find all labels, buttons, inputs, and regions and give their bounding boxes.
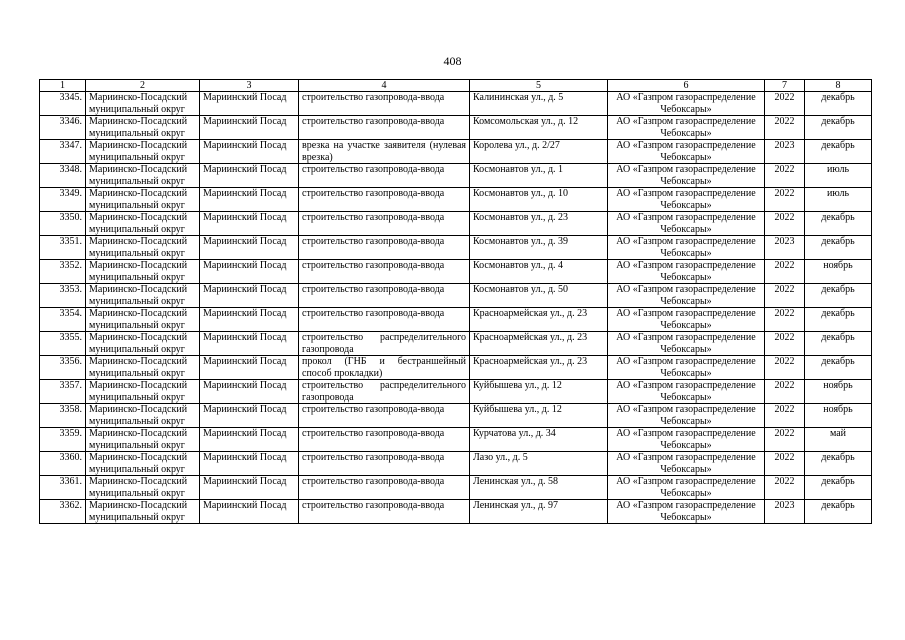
month-cell: декабрь <box>805 140 872 164</box>
organization-cell: АО «Газпром газораспределение Чебоксары» <box>608 212 765 236</box>
work-type-cell: строительство газопровода-ввода <box>299 188 470 212</box>
district-cell: Мариинско-Посадский муниципальный округ <box>86 164 200 188</box>
district-cell: Мариинско-Посадский муниципальный округ <box>86 140 200 164</box>
work-type-cell: врезка на участке заявителя (нулевая врезка) <box>299 140 470 164</box>
row-number-cell: 3357. <box>40 380 86 404</box>
column-header: 6 <box>608 80 765 92</box>
year-cell: 2022 <box>765 428 805 452</box>
address-cell: Ленинская ул., д. 97 <box>470 500 608 524</box>
settlement-cell: Мариинский Посад <box>200 476 299 500</box>
work-type-cell: строительство газопровода-ввода <box>299 428 470 452</box>
row-number-cell: 3349. <box>40 188 86 212</box>
district-cell: Мариинско-Посадский муниципальный округ <box>86 212 200 236</box>
settlement-cell: Мариинский Посад <box>200 284 299 308</box>
address-cell: Курчатова ул., д. 34 <box>470 428 608 452</box>
year-cell: 2023 <box>765 140 805 164</box>
settlement-cell: Мариинский Посад <box>200 380 299 404</box>
organization-cell: АО «Газпром газораспределение Чебоксары» <box>608 500 765 524</box>
address-cell: Калининская ул., д. 5 <box>470 92 608 116</box>
row-number-cell: 3355. <box>40 332 86 356</box>
organization-cell: АО «Газпром газораспределение Чебоксары» <box>608 404 765 428</box>
work-type-cell: строительство распределительного газопровода <box>299 380 470 404</box>
organization-cell: АО «Газпром газораспределение Чебоксары» <box>608 236 765 260</box>
table-row <box>40 212 872 236</box>
address-cell: Комсомольская ул., д. 12 <box>470 116 608 140</box>
settlement-cell: Мариинский Посад <box>200 500 299 524</box>
work-type-cell: строительство газопровода-ввода <box>299 92 470 116</box>
settlement-cell: Мариинский Посад <box>200 428 299 452</box>
column-header: 2 <box>86 80 200 92</box>
month-cell: декабрь <box>805 332 872 356</box>
column-header: 4 <box>299 80 470 92</box>
address-cell: Лазо ул., д. 5 <box>470 452 608 476</box>
row-number-cell: 3356. <box>40 356 86 380</box>
organization-cell: АО «Газпром газораспределение Чебоксары» <box>608 308 765 332</box>
work-type-cell: прокол (ГНБ и бестраншейный способ прокладки) <box>299 356 470 380</box>
work-type-cell: строительство газопровода-ввода <box>299 284 470 308</box>
month-cell: ноябрь <box>805 404 872 428</box>
organization-cell: АО «Газпром газораспределение Чебоксары» <box>608 476 765 500</box>
table-row <box>40 308 872 332</box>
table-row <box>40 116 872 140</box>
month-cell: декабрь <box>805 356 872 380</box>
district-cell: Мариинско-Посадский муниципальный округ <box>86 452 200 476</box>
address-cell: Красноармейская ул., д. 23 <box>470 308 608 332</box>
district-cell: Мариинско-Посадский муниципальный округ <box>86 92 200 116</box>
row-number-cell: 3352. <box>40 260 86 284</box>
organization-cell: АО «Газпром газораспределение Чебоксары» <box>608 260 765 284</box>
district-cell: Мариинско-Посадский муниципальный округ <box>86 284 200 308</box>
year-cell: 2022 <box>765 356 805 380</box>
month-cell: июль <box>805 188 872 212</box>
table-row <box>40 500 872 524</box>
district-cell: Мариинско-Посадский муниципальный округ <box>86 428 200 452</box>
district-cell: Мариинско-Посадский муниципальный округ <box>86 308 200 332</box>
row-number-cell: 3353. <box>40 284 86 308</box>
district-cell: Мариинско-Посадский муниципальный округ <box>86 476 200 500</box>
organization-cell: АО «Газпром газораспределение Чебоксары» <box>608 92 765 116</box>
year-cell: 2022 <box>765 260 805 284</box>
settlement-cell: Мариинский Посад <box>200 308 299 332</box>
column-header: 1 <box>40 80 86 92</box>
year-cell: 2022 <box>765 380 805 404</box>
row-number-cell: 3351. <box>40 236 86 260</box>
month-cell: декабрь <box>805 212 872 236</box>
year-cell: 2023 <box>765 500 805 524</box>
year-cell: 2023 <box>765 236 805 260</box>
work-type-cell: строительство газопровода-ввода <box>299 212 470 236</box>
address-cell: Космонавтов ул., д. 4 <box>470 260 608 284</box>
gas-pipeline-register-table <box>39 79 872 524</box>
organization-cell: АО «Газпром газораспределение Чебоксары» <box>608 140 765 164</box>
month-cell: ноябрь <box>805 380 872 404</box>
district-cell: Мариинско-Посадский муниципальный округ <box>86 188 200 212</box>
month-cell: декабрь <box>805 500 872 524</box>
month-cell: декабрь <box>805 308 872 332</box>
district-cell: Мариинско-Посадский муниципальный округ <box>86 356 200 380</box>
work-type-cell: строительство газопровода-ввода <box>299 476 470 500</box>
year-cell: 2022 <box>765 452 805 476</box>
settlement-cell: Мариинский Посад <box>200 260 299 284</box>
district-cell: Мариинско-Посадский муниципальный округ <box>86 260 200 284</box>
row-number-cell: 3346. <box>40 116 86 140</box>
organization-cell: АО «Газпром газораспределение Чебоксары» <box>608 380 765 404</box>
settlement-cell: Мариинский Посад <box>200 356 299 380</box>
settlement-cell: Мариинский Посад <box>200 332 299 356</box>
column-header: 5 <box>470 80 608 92</box>
organization-cell: АО «Газпром газораспределение Чебоксары» <box>608 116 765 140</box>
year-cell: 2022 <box>765 308 805 332</box>
column-header: 3 <box>200 80 299 92</box>
year-cell: 2022 <box>765 164 805 188</box>
address-cell: Ленинская ул., д. 58 <box>470 476 608 500</box>
table-row <box>40 236 872 260</box>
month-cell: декабрь <box>805 476 872 500</box>
settlement-cell: Мариинский Посад <box>200 92 299 116</box>
address-cell: Космонавтов ул., д. 10 <box>470 188 608 212</box>
table-row <box>40 284 872 308</box>
settlement-cell: Мариинский Посад <box>200 116 299 140</box>
year-cell: 2022 <box>765 284 805 308</box>
month-cell: ноябрь <box>805 260 872 284</box>
settlement-cell: Мариинский Посад <box>200 164 299 188</box>
settlement-cell: Мариинский Посад <box>200 236 299 260</box>
month-cell: декабрь <box>805 116 872 140</box>
organization-cell: АО «Газпром газораспределение Чебоксары» <box>608 452 765 476</box>
district-cell: Мариинско-Посадский муниципальный округ <box>86 116 200 140</box>
organization-cell: АО «Газпром газораспределение Чебоксары» <box>608 284 765 308</box>
work-type-cell: строительство газопровода-ввода <box>299 308 470 332</box>
month-cell: июль <box>805 164 872 188</box>
settlement-cell: Мариинский Посад <box>200 212 299 236</box>
year-cell: 2022 <box>765 212 805 236</box>
column-number-row <box>40 80 872 92</box>
table-row <box>40 140 872 164</box>
work-type-cell: строительство газопровода-ввода <box>299 500 470 524</box>
table-row <box>40 452 872 476</box>
month-cell: декабрь <box>805 452 872 476</box>
row-number-cell: 3348. <box>40 164 86 188</box>
month-cell: декабрь <box>805 284 872 308</box>
table-row <box>40 260 872 284</box>
table-row <box>40 164 872 188</box>
table-row <box>40 380 872 404</box>
month-cell: декабрь <box>805 236 872 260</box>
district-cell: Мариинско-Посадский муниципальный округ <box>86 404 200 428</box>
year-cell: 2022 <box>765 476 805 500</box>
table-body <box>40 92 872 524</box>
work-type-cell: строительство газопровода-ввода <box>299 164 470 188</box>
table-row <box>40 356 872 380</box>
district-cell: Мариинско-Посадский муниципальный округ <box>86 236 200 260</box>
row-number-cell: 3362. <box>40 500 86 524</box>
row-number-cell: 3345. <box>40 92 86 116</box>
table-row <box>40 404 872 428</box>
row-number-cell: 3347. <box>40 140 86 164</box>
year-cell: 2022 <box>765 92 805 116</box>
settlement-cell: Мариинский Посад <box>200 452 299 476</box>
page-number: 408 <box>443 54 462 68</box>
table-row <box>40 428 872 452</box>
year-cell: 2022 <box>765 188 805 212</box>
work-type-cell: строительство газопровода-ввода <box>299 404 470 428</box>
month-cell: декабрь <box>805 92 872 116</box>
year-cell: 2022 <box>765 404 805 428</box>
work-type-cell: строительство газопровода-ввода <box>299 116 470 140</box>
address-cell: Куйбышева ул., д. 12 <box>470 380 608 404</box>
organization-cell: АО «Газпром газораспределение Чебоксары» <box>608 164 765 188</box>
row-number-cell: 3360. <box>40 452 86 476</box>
column-header: 7 <box>765 80 805 92</box>
row-number-cell: 3361. <box>40 476 86 500</box>
row-number-cell: 3358. <box>40 404 86 428</box>
work-type-cell: строительство газопровода-ввода <box>299 236 470 260</box>
work-type-cell: строительство распределительного газопровода <box>299 332 470 356</box>
work-type-cell: строительство газопровода-ввода <box>299 260 470 284</box>
column-header: 8 <box>805 80 872 92</box>
address-cell: Красноармейская ул., д. 23 <box>470 356 608 380</box>
table-row <box>40 92 872 116</box>
work-type-cell: строительство газопровода-ввода <box>299 452 470 476</box>
month-cell: май <box>805 428 872 452</box>
organization-cell: АО «Газпром газораспределение Чебоксары» <box>608 332 765 356</box>
organization-cell: АО «Газпром газораспределение Чебоксары» <box>608 188 765 212</box>
table-row <box>40 332 872 356</box>
address-cell: Космонавтов ул., д. 39 <box>470 236 608 260</box>
year-cell: 2022 <box>765 332 805 356</box>
address-cell: Космонавтов ул., д. 50 <box>470 284 608 308</box>
district-cell: Мариинско-Посадский муниципальный округ <box>86 380 200 404</box>
table-row <box>40 188 872 212</box>
settlement-cell: Мариинский Посад <box>200 404 299 428</box>
row-number-cell: 3350. <box>40 212 86 236</box>
address-cell: Космонавтов ул., д. 23 <box>470 212 608 236</box>
table-row <box>40 476 872 500</box>
district-cell: Мариинско-Посадский муниципальный округ <box>86 500 200 524</box>
settlement-cell: Мариинский Посад <box>200 140 299 164</box>
row-number-cell: 3354. <box>40 308 86 332</box>
address-cell: Красноармейская ул., д. 23 <box>470 332 608 356</box>
row-number-cell: 3359. <box>40 428 86 452</box>
address-cell: Королева ул., д. 2/27 <box>470 140 608 164</box>
settlement-cell: Мариинский Посад <box>200 188 299 212</box>
organization-cell: АО «Газпром газораспределение Чебоксары» <box>608 428 765 452</box>
address-cell: Куйбышева ул., д. 12 <box>470 404 608 428</box>
address-cell: Космонавтов ул., д. 1 <box>470 164 608 188</box>
district-cell: Мариинско-Посадский муниципальный округ <box>86 332 200 356</box>
organization-cell: АО «Газпром газораспределение Чебоксары» <box>608 356 765 380</box>
year-cell: 2022 <box>765 116 805 140</box>
